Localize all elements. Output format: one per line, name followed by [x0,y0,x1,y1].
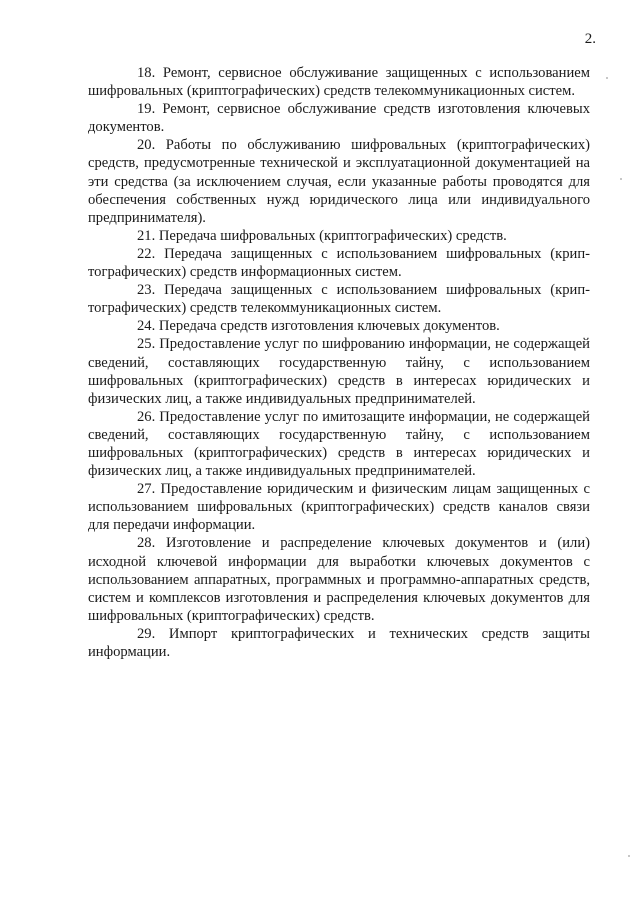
list-item: 19. Ремонт, сервисное обслуживание средств изготовления ключевых документов. [88,101,590,136]
list-item: 24. Передача средств изготовления ключевых документов. [137,318,500,335]
list-item: 29. Импорт криптографических и технических средств защиты информации. [88,625,590,660]
page-number: 2. [584,31,596,47]
list-item: 27. Предоставление юридическим и физическим лицам защищенных с использованием шифровальных (криптографических) средств каналов связи для передачи информации. [88,481,590,534]
list-item: 23. Передача защищенных с использованием шифровальных (криптографических) средств телекоммуникационных систем. [88,282,590,317]
list-item: 22. Передача защищенных с использованием шифровальных (криптографических) средств информационных систем. [88,245,590,281]
list-item: 25. Предоставление услуг по шифрованию информации, не содержащей сведений, составляющих государственную тайну, с использованием шифровальных (криптографических) средств в интересах юридических и физических лиц, а также индивидуальных предпринимателей. [88,336,590,407]
scan-speck [606,77,608,79]
list-item: 21. Передача шифровальных (криптографических) средств. [137,227,507,244]
list-item: 18. Ремонт, сервисное обслуживание защищенных с использованием шифровальных (криптографических) средств телекоммуникационных систем. [88,65,590,100]
list-item: 26. Предоставление услуг по имитозащите информации, не содержащей сведений, составляющих государственную тайну, с использованием шифровальных (криптографических) средств в интересах юридических и физических лиц, а также индивидуальных предпринимателей. [88,408,590,480]
list-item: 28. Изготовление и распределение ключевых документов и (или) исходной ключевой информации для выработки ключевых документов с использованием аппаратных, программных и программно-аппаратных средств, систем и комплексов изготовления и распределения ключевых документов для шифровальных (криптографических) средств. [88,535,590,624]
scan-speck [628,855,630,857]
list-item: 20. Работы по обслуживанию шифровальных (криптографических) средств, предусмотренные технической и эксплуатационной документацией на эти средства (за исключением случая, если указанные работы проводятся для обеспечения собственных нужд юридического лица или индивидуального предпринимателя). [88,137,590,226]
scan-speck [620,178,622,180]
document-body [88,64,590,661]
